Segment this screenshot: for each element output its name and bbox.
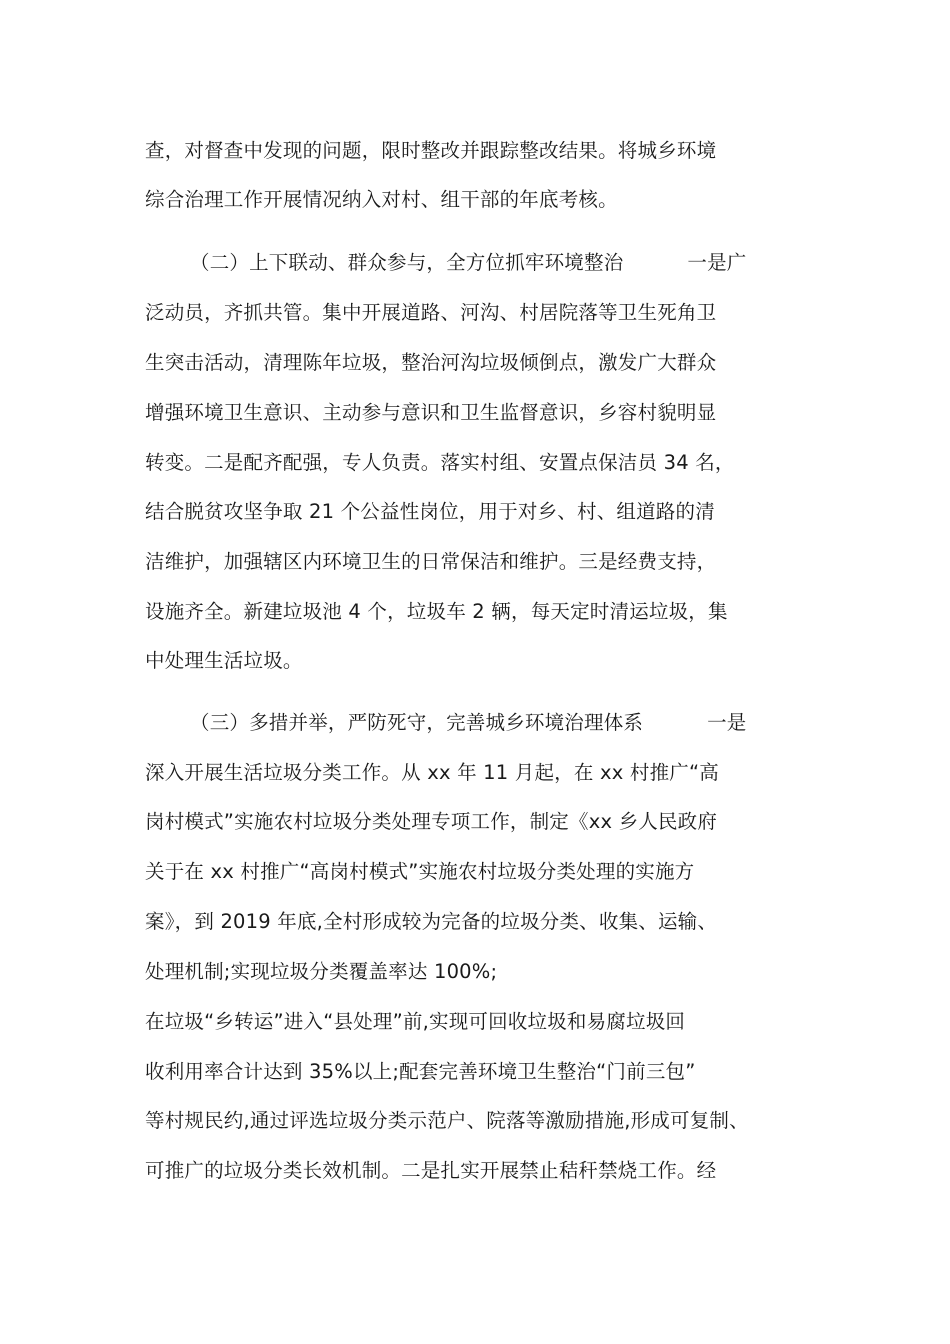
text-line: 转变。二是配齐配强，专人负责。落实村组、安置点保洁员 34 名， bbox=[145, 451, 735, 474]
text-line: 案》，到 2019 年底,全村形成较为完备的垃圾分类、收集、运输、 bbox=[145, 910, 718, 933]
text-line: 泛动员，齐抓共管。集中开展道路、河沟、村居院落等卫生死角卫 bbox=[145, 301, 717, 324]
text-line: 结合脱贫攻坚争取 21 个公益性岗位，用于对乡、村、组道路的清 bbox=[145, 500, 715, 523]
text-line: 在垃圾“乡转运”进入“县处理”前,实现可回收垃圾和易腐垃圾回 bbox=[145, 1010, 686, 1033]
text-line: 综合治理工作开展情况纳入对村、组干部的年底考核。 bbox=[145, 188, 618, 211]
text-line: 增强环境卫生意识、主动参与意识和卫生监督意识，乡容村貌明显 bbox=[145, 401, 717, 424]
text-line: 查，对督查中发现的问题，限时整改并跟踪整改结果。将城乡环境 bbox=[145, 139, 717, 162]
text-line: 可推广的垃圾分类长效机制。二是扎实开展禁止秸秆禁烧工作。经 bbox=[145, 1159, 717, 1182]
text-line: 设施齐全。新建垃圾池 4 个，垃圾车 2 辆，每天定时清运垃圾，集 bbox=[145, 600, 728, 623]
text-line: 关于在 xx 村推广“高岗村模式”实施农村垃圾分类处理的实施方 bbox=[145, 860, 695, 883]
section-heading-line: （三）多措并举，严防死守，完善城乡环境治理体系 一是 bbox=[190, 711, 747, 734]
text-line: 生突击活动，清理陈年垃圾，整治河沟垃圾倾倒点，激发广大群众 bbox=[145, 351, 717, 374]
text-line: 处理机制;实现垃圾分类覆盖率达 100%; bbox=[145, 960, 498, 983]
text-line: 岗村模式”实施农村垃圾分类处理专项工作，制定《xx 乡人民政府 bbox=[145, 810, 718, 833]
text-line: 等村规民约,通过评选垃圾分类示范户、院落等激励措施,形成可复制、 bbox=[145, 1109, 749, 1132]
section-heading-line: （二）上下联动、群众参与，全方位抓牢环境整治 一是广 bbox=[190, 251, 747, 274]
text-line: 洁维护，加强辖区内环境卫生的日常保洁和维护。三是经费支持， bbox=[145, 550, 717, 573]
text-line: 收利用率合计达到 35%以上;配套完善环境卫生整治“门前三包” bbox=[145, 1060, 696, 1083]
text-line: 中处理生活垃圾。 bbox=[145, 649, 303, 672]
text-line: 深入开展生活垃圾分类工作。从 xx 年 11 月起，在 xx 村推广“高 bbox=[145, 761, 719, 784]
